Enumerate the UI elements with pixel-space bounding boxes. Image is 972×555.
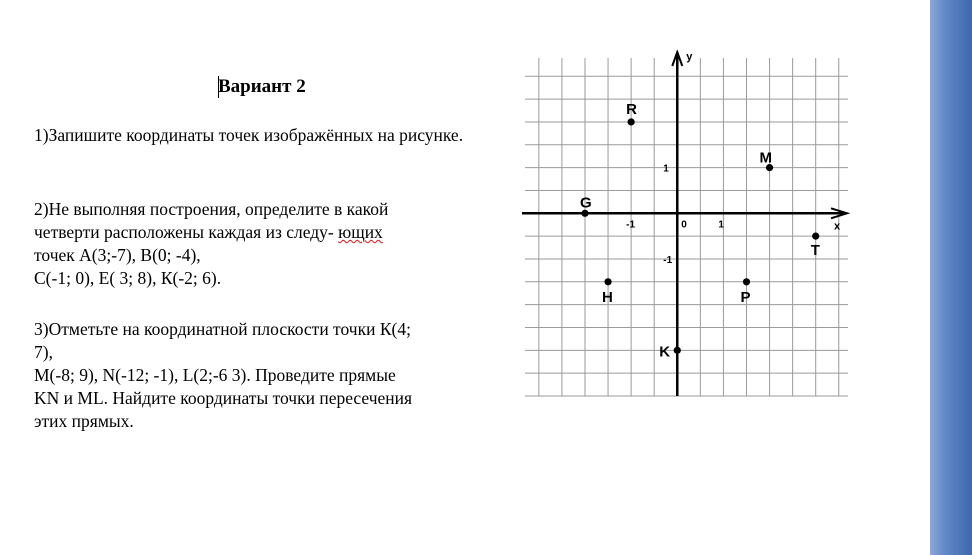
tick-label: 1: [718, 219, 724, 231]
point-marker: [812, 233, 819, 240]
task-2-line-1: 2)Не выполняя построения, определите в какой: [34, 199, 389, 219]
tick-label: -1: [626, 219, 636, 231]
tick-label: 0: [681, 219, 687, 231]
point-marker: [743, 278, 750, 285]
worksheet-title: Вариант 2: [218, 76, 306, 97]
point-label: R: [626, 100, 637, 118]
task-1-text: 1)Запишите координаты точек изображённых на рисунке.: [34, 125, 464, 145]
task-3: [34, 318, 504, 433]
task-3-line-3: М(-8; 9), N(-12; -1), L(2;-6 3). Проведите прямые: [34, 365, 396, 385]
point-label: T: [810, 242, 820, 260]
point-label: M: [759, 149, 773, 167]
task-2-line-4: С(-1; 0), Е( 3; 8), К(-2; 6).: [34, 268, 222, 288]
task-3-line-4: KN и ML. Найдите координаты точки пересечения: [34, 388, 413, 408]
tick-label: 1: [663, 163, 669, 175]
point-label: P: [740, 288, 751, 306]
task-1: [34, 124, 504, 147]
coordinate-plane: [522, 50, 852, 400]
point-label: G: [579, 194, 592, 212]
task-3-line-1: 3)Отметьте на координатной плоскости точки К(4;: [34, 319, 411, 339]
task-2-line-3: точек А(3;-7), В(0; -4),: [34, 245, 201, 265]
tick-label: -1: [663, 254, 673, 266]
point-label: K: [659, 343, 671, 361]
task-3-line-5: этих прямых.: [34, 411, 134, 431]
y-axis-label: y: [686, 51, 693, 63]
task-2-line-2a: четверти расположены каждая из следу-: [34, 222, 339, 242]
point-marker: [628, 118, 635, 125]
slide-sidebar: [930, 0, 972, 555]
point-label: H: [602, 288, 613, 306]
task-3-line-2: 7),: [34, 342, 53, 362]
point-marker: [674, 347, 681, 354]
point-marker: [604, 278, 611, 285]
tick-labels: [626, 164, 724, 266]
spellcheck-word[interactable]: ющих: [338, 222, 383, 242]
x-axis-label: x: [834, 220, 841, 233]
task-2: [34, 198, 504, 290]
